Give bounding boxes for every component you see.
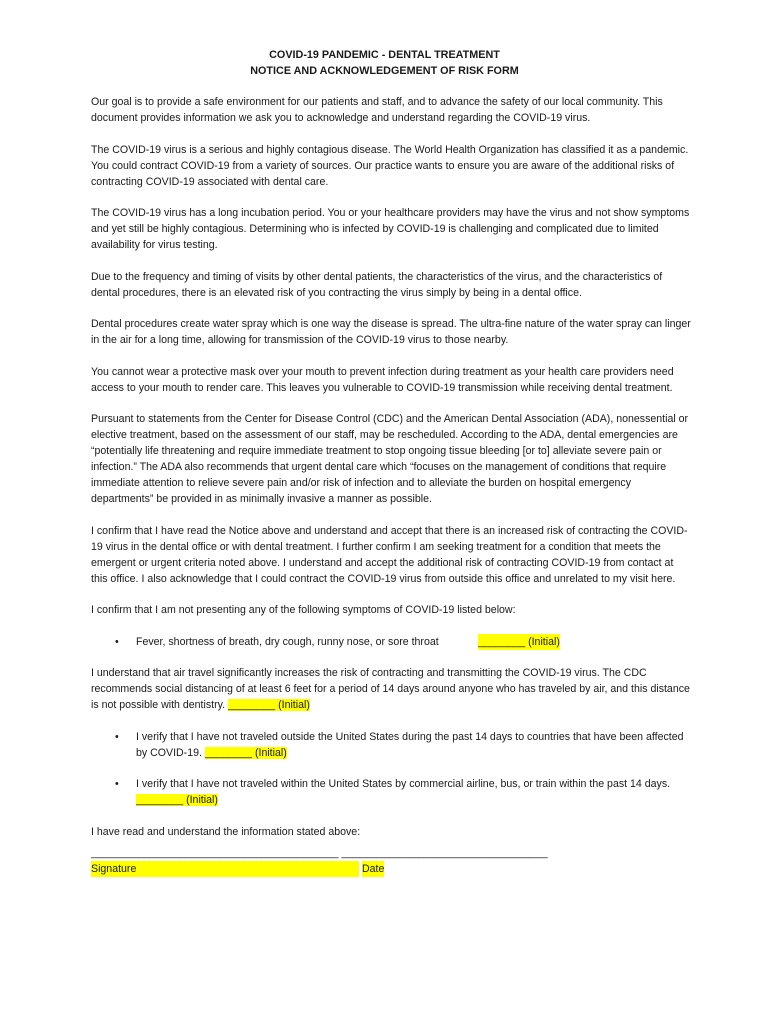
bullet-icon: • [115,778,119,790]
form-title-line1: COVID-19 PANDEMIC - DENTAL TREATMENT [269,49,500,61]
signature-date-line[interactable]: __________________________________________ ___________________________________ [91,846,548,859]
symptoms-initial-field[interactable]: ________ (Initial) [478,635,560,648]
form-title-line2: NOTICE AND ACKNOWLEDGEMENT OF RISK FORM [250,65,519,77]
symptoms-intro: I confirm that I am not presenting any of the following symptoms of COVID-19 listed below: [91,604,516,616]
domestic-travel-text: I verify that I have not traveled within the United States by commercial airline, bus, or train within the past 14 days. [136,778,671,790]
office-risk-paragraph: Due to the frequency and timing of visits by other dental patients, the characteristics of the virus, and the characteristics of dental procedures, there is an elevated risk of you contracting the virus simply by being in a dental office. [91,270,663,299]
mask-paragraph: You cannot wear a protective mask over your mouth to prevent infection during treatment as your health care providers need access to your mouth to render care. This leaves you vulnerable to COVID-19 transmission while receiving dental treatment. [91,365,674,394]
international-initial-field[interactable]: ________ (Initial) [204,746,287,759]
consent-form [91,47,691,877]
signature-labels [91,861,691,877]
air-travel-initial-field[interactable]: ________ (Initial) [228,699,310,711]
symptoms-text: Fever, shortness of breath, dry cough, runny nose, or sore throat [136,635,439,648]
symptoms-list-item [91,634,691,650]
water-spray-paragraph: Dental procedures create water spray which is one way the disease is spread. The ultra-fine nature of the water spray can linger in the air for a long time, allowing for transmission of the COVID-19 virus to those nearby. [91,318,691,346]
cdc-ada-paragraph: Pursuant to statements from the Center for Disease Control (CDC) and the American Dental Association (ADA), nonessential or elective treatment, based on the assessment of our staff, may be rescheduled. According to the ADA, dental emergencies are “potentially life threatening and require immediate treatment to stop ongoing tissue bleeding [or to] alleviate severe pain or infection.” The ADA also recommends that urgent dental care which “focuses on the management of conditions that require immediate attention to relieve severe pain and/or risk of infection and to alleviate the burden on hospital emergency departments” be provided in as minimally invasive a manner as possible. [91,413,689,505]
air-travel-paragraph [91,665,691,713]
intro-paragraph: Our goal is to provide a safe environment for our patients and staff, and to advance the safety of our local community. This document provides information we ask you to acknowledge and understand regarding the COVID-19 virus. [91,96,663,124]
air-travel-text: I understand that air travel significantly increases the risk of contracting and transmitting the COVID-19 virus. The CDC recommends social distancing of at least 6 feet for a period of 14 days around anyone who has traveled by air, and this distance is not possible with dentistry. [91,667,690,711]
incubation-paragraph: The COVID-19 virus has a long incubation period. You or your healthcare providers may have the virus and not show symptoms and yet still be highly contagious. Determining who is infected by COVID-19 is challenging and complicated due to limited availability for virus testing. [91,207,690,251]
international-travel-item [91,729,691,761]
signature-label: Signature [91,861,359,877]
domestic-initial-field[interactable]: ________ (Initial) [136,794,218,806]
closing-text: I have read and understand the information stated above: [91,825,361,838]
international-travel-text: I verify that I have not traveled outside the United States during the past 14 days to countries that have been affected by COVID-19. [136,730,684,759]
date-label: Date [362,862,385,875]
bullet-icon: • [115,635,119,648]
disease-paragraph: The COVID-19 virus is a serious and highly contagious disease. The World Health Organization has classified it as a pandemic. You could contract COVID-19 from a variety of sources. Our practice wants to ensure you are aware of the additional risks of contracting COVID-19 associated with dental care. [91,143,689,188]
bullet-icon: • [115,730,119,743]
domestic-travel-item [91,776,691,808]
confirmation-paragraph: I confirm that I have read the Notice above and understand and accept that there is an increased risk of contracting the COVID-19 virus in the dental office or with dental treatment. I further confirm I am seeking treatment for a condition that meets the emergent or urgent criteria noted above. I understand and accept the additional risk of contracting COVID-19 from contact at this office. I also acknowledge that I could contract the COVID-19 virus from outside this office and unrelated to my visit here. [91,524,688,585]
